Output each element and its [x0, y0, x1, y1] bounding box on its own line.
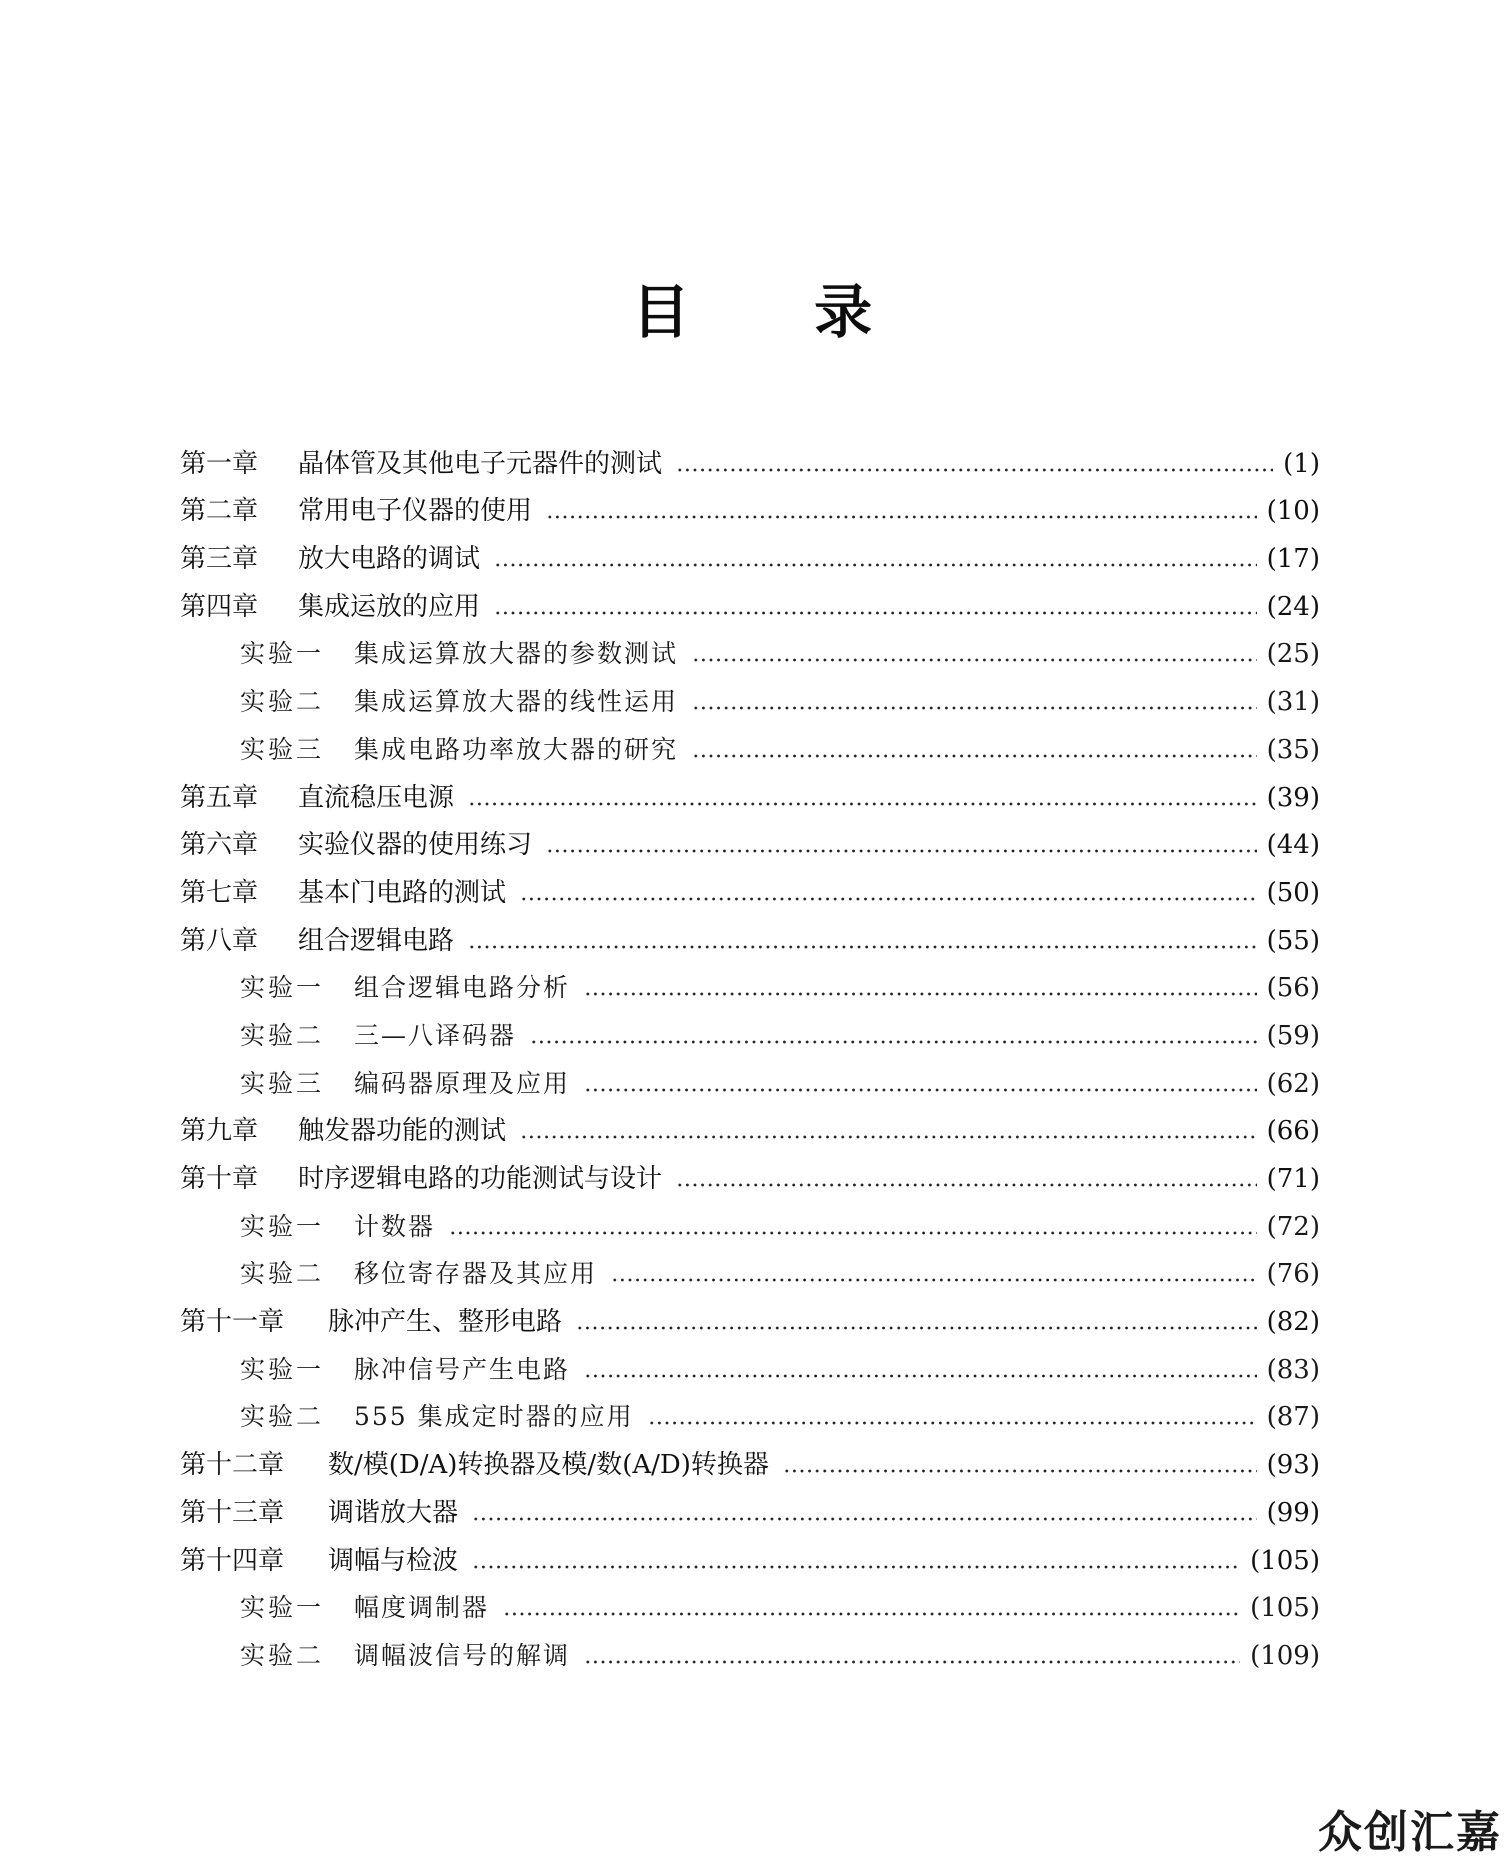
toc-label: 第十二章: [180, 1450, 285, 1481]
toc-page-number: (99): [1266, 1497, 1320, 1528]
toc-page-number: (44): [1266, 830, 1320, 861]
toc-row-sub[interactable]: [180, 1197, 1320, 1245]
toc-row-sub[interactable]: [180, 1579, 1320, 1627]
dot-leader: [611, 1278, 1257, 1282]
toc-row[interactable]: [180, 1483, 1320, 1531]
page-title: 目 录: [631, 278, 925, 346]
dot-leader: [472, 1517, 1257, 1521]
toc-page-number: (82): [1266, 1307, 1320, 1338]
toc-label: 第一章: [180, 448, 259, 479]
dot-leader: [783, 1469, 1257, 1473]
toc-title: 调幅波信号的解调: [354, 1640, 571, 1670]
toc-title: 常用电子仪器的使用: [298, 496, 533, 527]
toc-label: 第六章: [180, 830, 259, 861]
toc-title: 调谐放大器: [328, 1497, 459, 1528]
toc-title: 组合逻辑电路: [298, 925, 455, 956]
toc-title: 脉冲产生、整形电路: [328, 1307, 563, 1338]
toc-title: 晶体管及其他电子元器件的测试: [298, 448, 663, 479]
toc-row[interactable]: [180, 577, 1320, 625]
dot-leader: [520, 1135, 1257, 1139]
toc-label: 实验二: [240, 1259, 325, 1289]
toc-label: 第三章: [180, 544, 259, 575]
toc-title: 555 集成定时器的应用: [354, 1402, 634, 1432]
dot-leader: [494, 563, 1257, 567]
toc-title: 编码器原理及应用: [354, 1068, 571, 1098]
toc-row-sub[interactable]: [180, 1626, 1320, 1674]
watermark-logo: 众创汇嘉: [1318, 1807, 1502, 1858]
toc-page-number: (50): [1266, 877, 1320, 908]
toc-title: 集成运算放大器的参数测试: [354, 639, 679, 669]
dot-leader: [584, 1660, 1240, 1664]
toc-page-number: (109): [1250, 1640, 1320, 1671]
toc-row[interactable]: [180, 863, 1320, 911]
toc-label: 实验二: [240, 1640, 325, 1670]
toc-label: 实验一: [240, 973, 325, 1003]
dot-leader: [468, 945, 1257, 949]
toc-row[interactable]: [180, 1292, 1320, 1340]
table-of-contents: [180, 434, 1320, 1674]
toc-label: 实验一: [240, 639, 325, 669]
toc-page-number: (83): [1266, 1354, 1320, 1385]
toc-page-number: (10): [1266, 496, 1320, 527]
toc-title: 时序逻辑电路的功能测试与设计: [298, 1164, 663, 1194]
dot-leader: [546, 515, 1257, 519]
toc-title: 基本门电路的测试: [298, 877, 507, 908]
toc-label: 第十一章: [180, 1307, 285, 1338]
toc-row-sub[interactable]: [180, 625, 1320, 673]
dot-leader: [520, 897, 1257, 901]
toc-title: 直流稳压电源: [298, 782, 455, 813]
dot-leader: [584, 1374, 1257, 1378]
toc-row-sub[interactable]: [180, 1245, 1320, 1293]
dot-leader: [676, 1183, 1257, 1187]
toc-page-number: (55): [1266, 925, 1320, 956]
toc-title: 放大电路的调试: [298, 544, 481, 575]
toc-row[interactable]: [180, 1435, 1320, 1483]
toc-row-sub[interactable]: [180, 720, 1320, 768]
toc-title: 脉冲信号产生电路: [354, 1354, 571, 1384]
toc-page-number: (72): [1266, 1211, 1320, 1242]
dot-leader: [468, 802, 1257, 806]
dot-leader: [584, 992, 1257, 996]
toc-page-number: (25): [1266, 639, 1320, 670]
toc-row-sub[interactable]: [180, 1054, 1320, 1102]
toc-page-number: (39): [1266, 782, 1320, 813]
toc-label: 实验一: [240, 1593, 325, 1623]
toc-page-number: (59): [1266, 1020, 1320, 1051]
toc-title: 三—八译码器: [354, 1020, 517, 1050]
toc-row[interactable]: [180, 911, 1320, 959]
toc-title: 集成运算放大器的线性运用: [354, 687, 679, 717]
toc-page-number: (105): [1250, 1593, 1320, 1624]
toc-title: 计数器: [354, 1211, 436, 1241]
dot-leader: [546, 849, 1257, 853]
toc-label: 第七章: [180, 877, 259, 908]
toc-page-number: (105): [1250, 1545, 1320, 1576]
toc-row[interactable]: [180, 768, 1320, 816]
toc-label: 第十四章: [180, 1545, 285, 1576]
dot-leader: [584, 1088, 1257, 1092]
toc-page-number: (62): [1266, 1068, 1320, 1099]
toc-title: 集成电路功率放大器的研究: [354, 734, 679, 764]
toc-page-number: (93): [1266, 1450, 1320, 1481]
toc-label: 实验二: [240, 1020, 325, 1050]
toc-row-sub[interactable]: [180, 1006, 1320, 1054]
toc-label: 实验二: [240, 687, 325, 717]
toc-row-sub[interactable]: [180, 1340, 1320, 1388]
dot-leader: [576, 1326, 1257, 1330]
toc-title: 集成运放的应用: [298, 591, 481, 622]
toc-row[interactable]: [180, 1531, 1320, 1579]
toc-title: 触发器功能的测试: [298, 1116, 507, 1147]
toc-page-number: (71): [1266, 1164, 1320, 1194]
dot-leader: [648, 1421, 1257, 1425]
toc-title: 移位寄存器及其应用: [354, 1259, 598, 1289]
dot-leader: [692, 706, 1257, 710]
toc-title: 数/模(D/A)转换器及模/数(A/D)转换器: [328, 1450, 769, 1481]
toc-title: 幅度调制器: [354, 1593, 490, 1623]
toc-label: 实验三: [240, 734, 325, 764]
dot-leader: [676, 468, 1273, 472]
toc-label: 第九章: [180, 1116, 259, 1147]
toc-page-number: (35): [1266, 734, 1320, 765]
toc-page-number: (56): [1266, 973, 1320, 1004]
toc-row[interactable]: [180, 482, 1320, 530]
dot-leader: [472, 1565, 1240, 1569]
toc-row-sub[interactable]: [180, 672, 1320, 720]
toc-title: 实验仪器的使用练习: [298, 830, 533, 861]
toc-label: 第四章: [180, 591, 259, 622]
toc-page-number: (66): [1266, 1116, 1320, 1147]
toc-page-number: (24): [1266, 591, 1320, 622]
toc-label: 第十三章: [180, 1497, 285, 1528]
dot-leader: [530, 1040, 1257, 1044]
toc-row-sub[interactable]: [180, 959, 1320, 1007]
dot-leader: [692, 658, 1257, 662]
toc-label: 第八章: [180, 925, 259, 956]
dot-leader: [494, 611, 1257, 615]
toc-label: 实验三: [240, 1068, 325, 1098]
toc-title: 调幅与检波: [328, 1545, 459, 1576]
toc-label: 实验一: [240, 1211, 325, 1241]
toc-page-number: (17): [1266, 544, 1320, 575]
toc-page-number: (1): [1283, 448, 1320, 479]
toc-row[interactable]: [180, 1149, 1320, 1197]
dot-leader: [692, 754, 1257, 758]
toc-label: 第二章: [180, 496, 259, 527]
toc-row[interactable]: [180, 1102, 1320, 1150]
toc-label: 第十章: [180, 1164, 259, 1194]
toc-label: 实验一: [240, 1354, 325, 1384]
toc-row-sub[interactable]: [180, 1388, 1320, 1436]
toc-page-number: (87): [1266, 1402, 1320, 1433]
toc-title: 组合逻辑电路分析: [354, 973, 571, 1003]
toc-row[interactable]: [180, 816, 1320, 864]
dot-leader: [449, 1231, 1257, 1235]
toc-page-number: (31): [1266, 687, 1320, 718]
dot-leader: [503, 1612, 1240, 1616]
toc-row[interactable]: [180, 529, 1320, 577]
toc-page-number: (76): [1266, 1259, 1320, 1290]
toc-row[interactable]: [180, 434, 1320, 482]
toc-label: 第五章: [180, 782, 259, 813]
toc-label: 实验二: [240, 1402, 325, 1432]
